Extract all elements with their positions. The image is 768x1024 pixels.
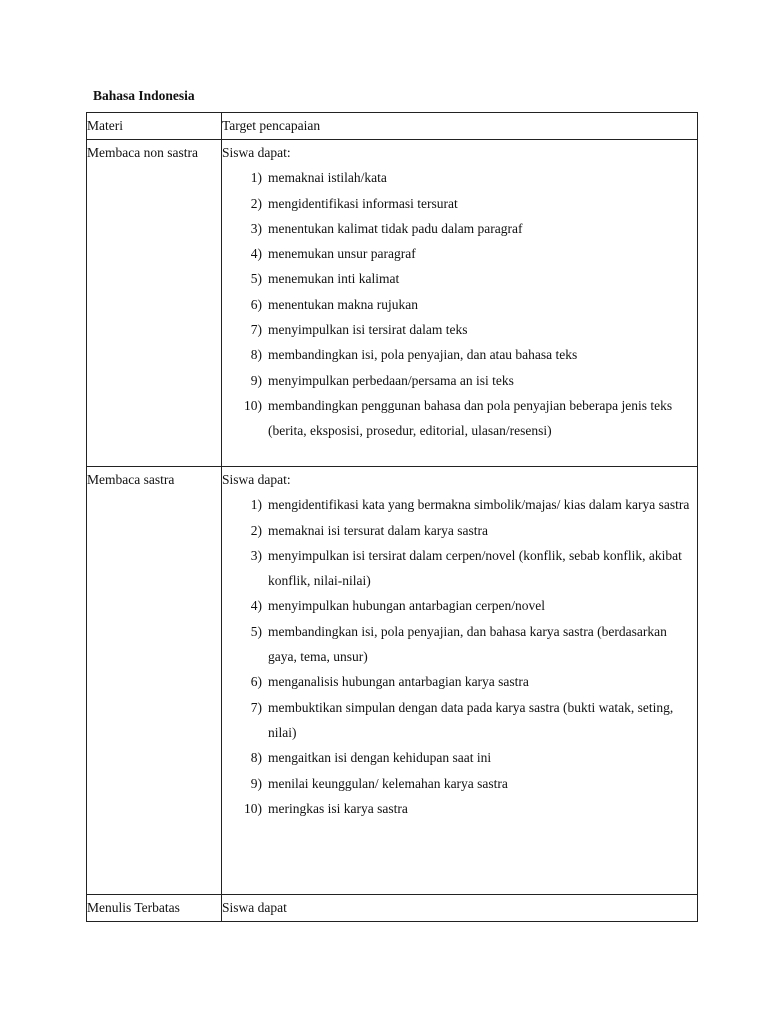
item-text: memaknai isi tersurat dalam karya sastra: [268, 522, 489, 538]
item-text: memaknai istilah/kata: [268, 170, 387, 186]
list-item: [222, 796, 697, 821]
item-number: 1): [250, 497, 262, 513]
list-item: [222, 317, 697, 342]
list-item: [222, 745, 697, 770]
item-number: 9): [250, 775, 262, 791]
list-item: [222, 266, 697, 291]
item-text: mengidentifikasi kata yang bermakna simbolik/majas/ kias dalam karya sastra: [268, 497, 690, 513]
item-number: 10): [244, 800, 262, 816]
item-number: 2): [250, 195, 262, 211]
list-item: [222, 292, 697, 317]
item-number: 7): [250, 322, 262, 338]
item-text: membuktikan simpulan dengan data pada karya sastra (bukti watak, seting, nilai): [268, 699, 674, 740]
document-title: Bahasa Indonesia: [93, 88, 195, 103]
list-item: [222, 368, 697, 393]
item-text: meringkas isi karya sastra: [268, 800, 408, 816]
item-number: 7): [250, 699, 262, 715]
item-text: menganalisis hubungan antarbagian karya sastra: [268, 674, 529, 690]
item-number: 5): [250, 271, 262, 287]
item-text: membandingkan isi, pola penyajian, dan atau bahasa teks: [268, 347, 578, 363]
table-header-row: [87, 113, 698, 140]
curriculum-table: [86, 112, 698, 922]
target-intro: Siswa dapat: [222, 900, 287, 915]
table-row: [87, 140, 698, 467]
list-item: [222, 342, 697, 367]
item-number: 6): [250, 674, 262, 690]
list-item: [222, 165, 697, 190]
item-text: menentukan makna rujukan: [268, 296, 418, 312]
item-text: membandingkan penggunan bahasa dan pola penyajian beberapa jenis teks (berita, eksposisi, prosedur, editorial, ulasan/resensi): [268, 397, 673, 439]
list-item: [222, 619, 697, 670]
item-number: 1): [250, 170, 262, 186]
materi-cell: Menulis Terbatas: [87, 895, 222, 922]
item-number: 8): [250, 750, 262, 766]
item-number: 2): [250, 522, 262, 538]
item-number: 9): [250, 372, 262, 388]
header-target: Target pencapaian: [222, 113, 698, 140]
target-list: [222, 492, 697, 821]
target-list: [222, 165, 697, 443]
item-text: menemukan unsur paragraf: [268, 246, 416, 262]
item-number: 3): [250, 547, 262, 563]
item-text: menyimpulkan hubungan antarbagian cerpen/novel: [268, 598, 546, 614]
list-item: [222, 543, 697, 594]
list-item: [222, 593, 697, 618]
list-item: [222, 492, 697, 517]
list-item: [222, 669, 697, 694]
item-text: menentukan kalimat tidak padu dalam paragraf: [268, 220, 523, 236]
item-number: 4): [250, 246, 262, 262]
target-cell: [222, 467, 698, 895]
item-number: 10): [244, 397, 262, 413]
target-cell: [222, 895, 698, 922]
item-number: 8): [250, 347, 262, 363]
target-cell: [222, 140, 698, 467]
table-row: [87, 895, 698, 922]
list-item: [222, 191, 697, 216]
list-item: [222, 241, 697, 266]
item-text: menyimpulkan isi tersirat dalam teks: [268, 322, 468, 338]
list-item: [222, 771, 697, 796]
item-number: 4): [250, 598, 262, 614]
list-item: [222, 695, 697, 746]
table-row: [87, 467, 698, 895]
item-text: menyimpulkan perbedaan/persama an isi teks: [268, 372, 514, 388]
materi-cell: Membaca sastra: [87, 467, 222, 895]
item-text: mengaitkan isi dengan kehidupan saat ini: [268, 750, 492, 766]
item-text: menyimpulkan isi tersirat dalam cerpen/novel (konflik, sebab konflik, akibat konflik, nilai-nilai): [268, 547, 682, 589]
list-item: [222, 518, 697, 543]
item-number: 5): [250, 623, 262, 639]
header-materi: Materi: [87, 113, 222, 140]
item-number: 6): [250, 296, 262, 312]
item-text: mengidentifikasi informasi tersurat: [268, 195, 458, 211]
list-item: [222, 216, 697, 241]
item-text: membandingkan isi, pola penyajian, dan bahasa karya sastra (berdasarkan gaya, tema, unsur): [268, 623, 667, 665]
target-intro: Siswa dapat:: [222, 145, 291, 160]
item-text: menilai keunggulan/ kelemahan karya sastra: [268, 775, 508, 791]
list-item: [222, 393, 697, 444]
target-intro: Siswa dapat:: [222, 472, 291, 487]
item-number: 3): [250, 220, 262, 236]
materi-cell: Membaca non sastra: [87, 140, 222, 467]
item-text: menemukan inti kalimat: [268, 271, 400, 287]
